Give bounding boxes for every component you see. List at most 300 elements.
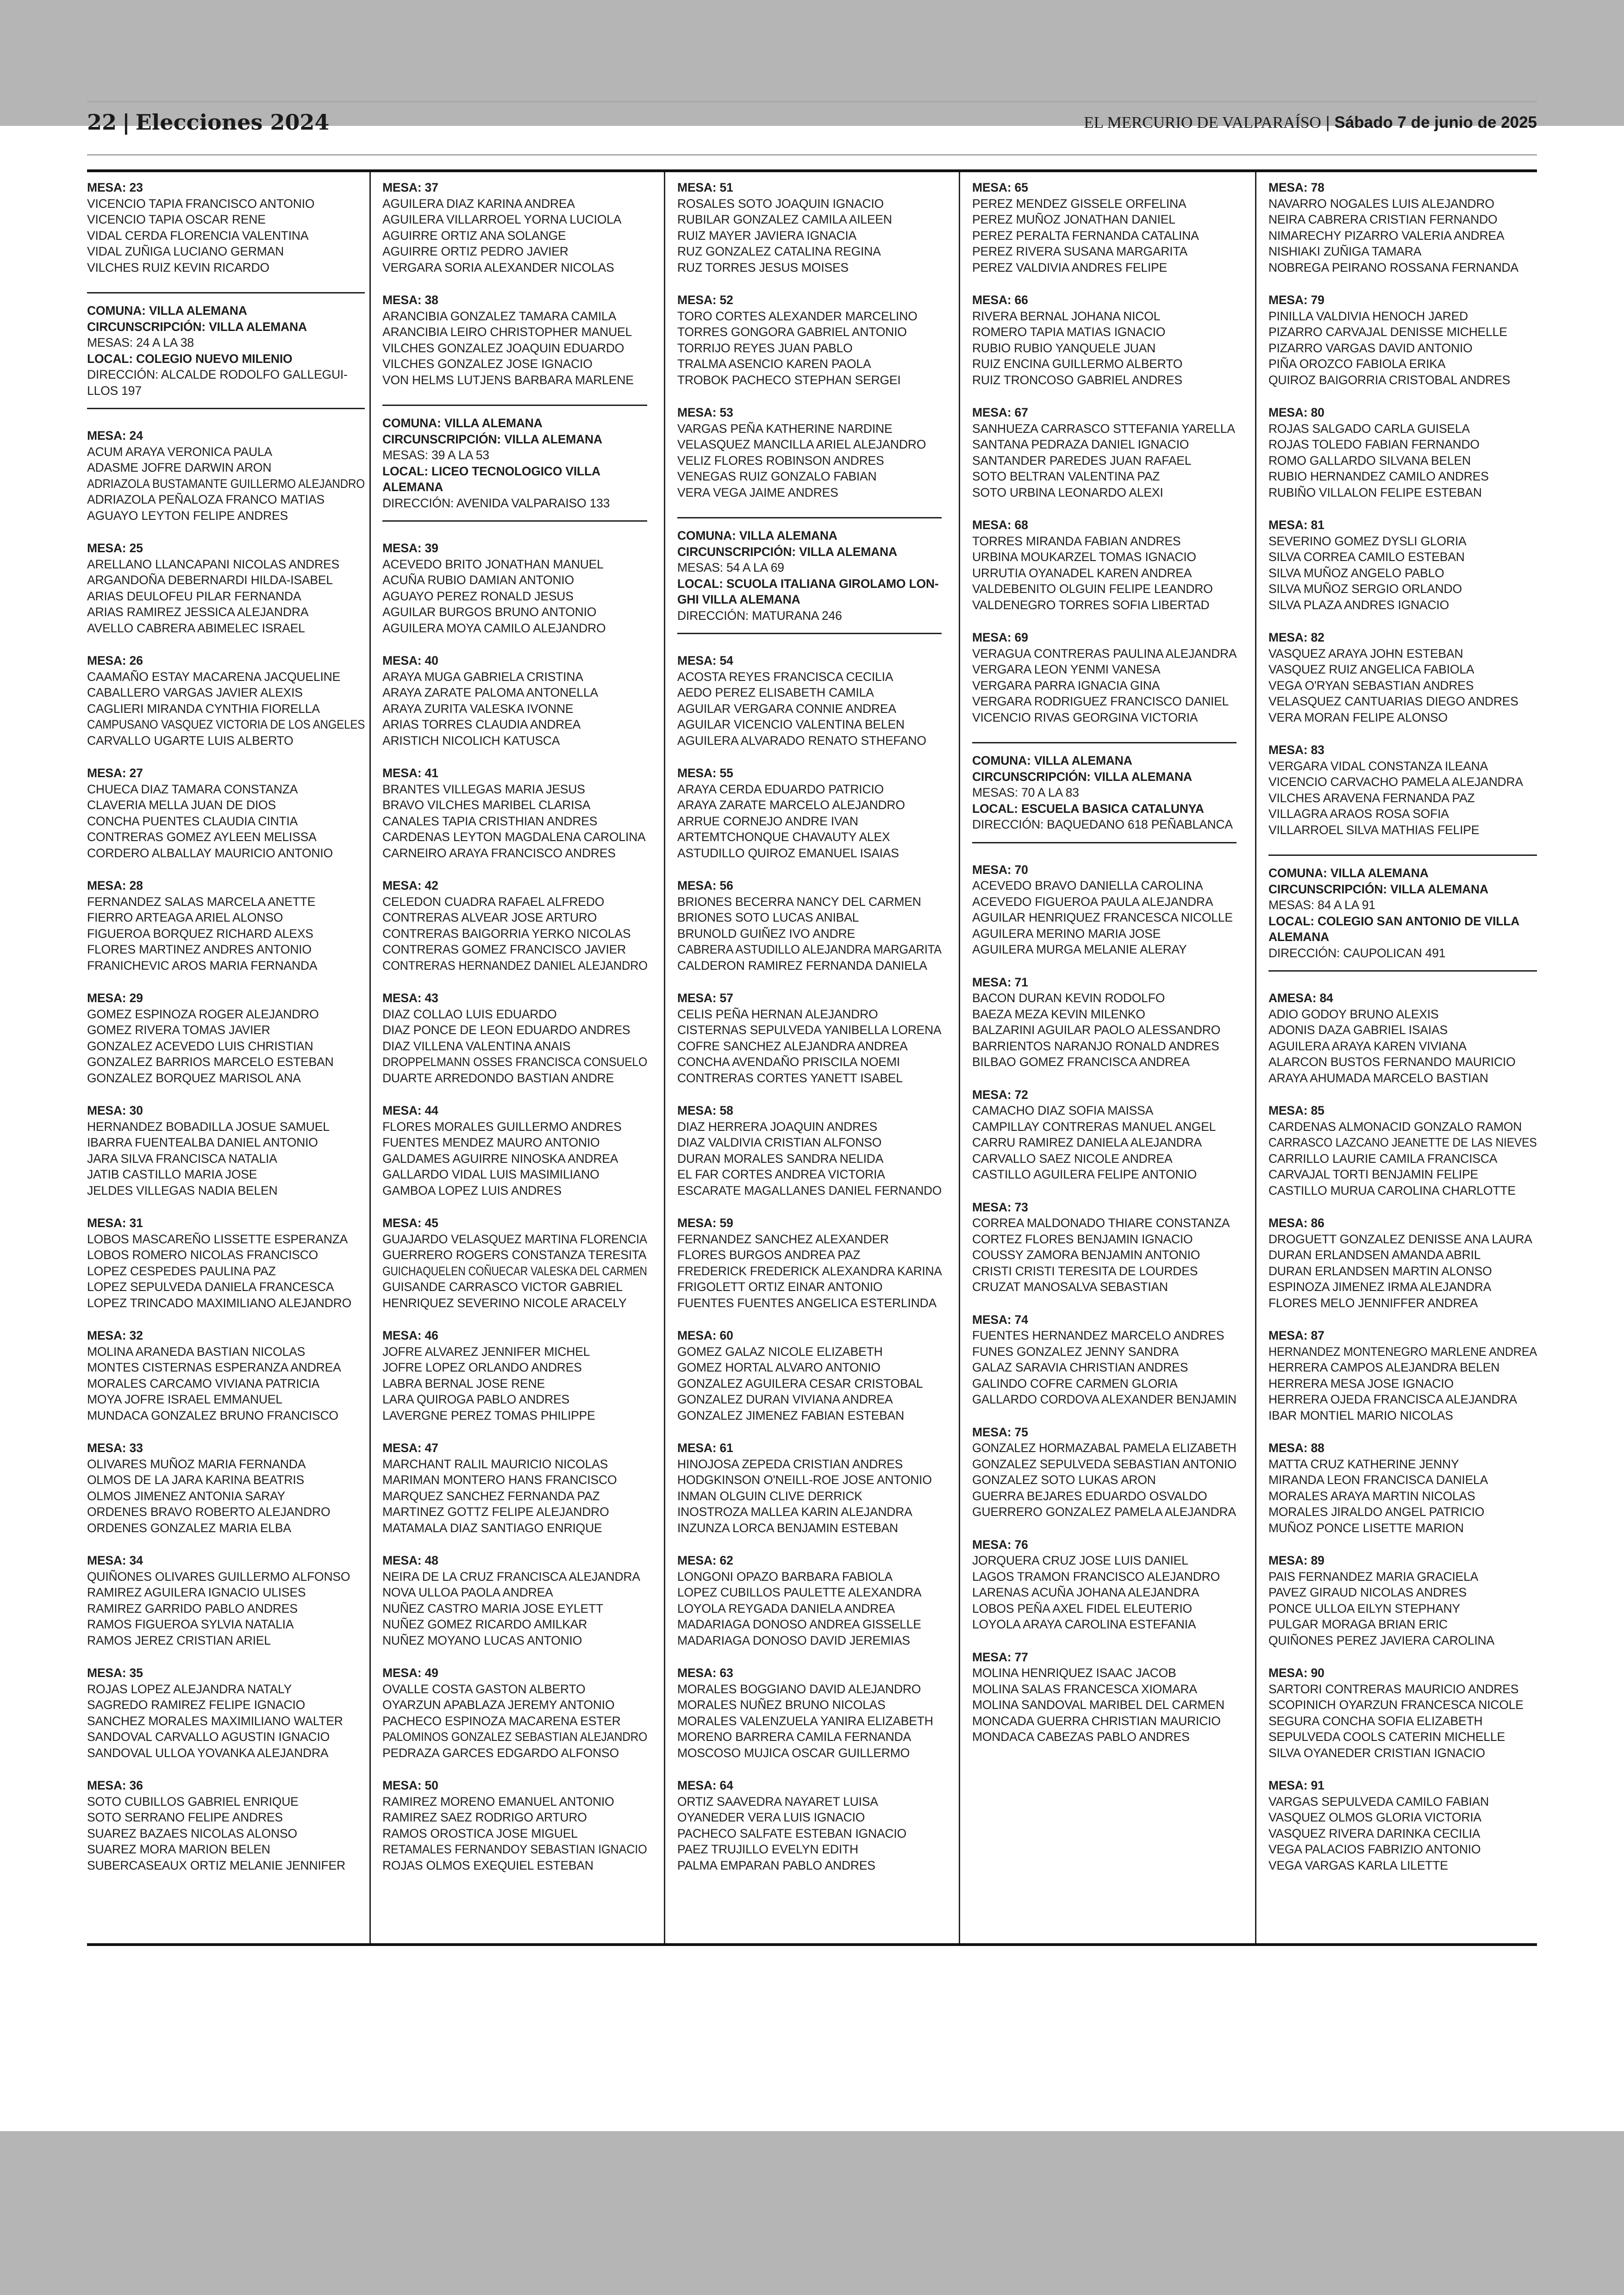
voter-name: AGUIRRE ORTIZ PEDRO JAVIER [382,244,568,258]
voter-name: HODGKINSON O'NEILL-ROE JOSE ANTONIO [677,1473,932,1487]
voter-name: AGUILERA MERINO MARIA JOSE [972,926,1161,941]
voter-name: LONGONI OPAZO BARBARA FABIOLA [677,1569,893,1584]
voter-name: CAMPILLAY CONTRERAS MANUEL ANGEL [972,1119,1216,1134]
voter-name: PIZARRO VARGAS DAVID ANTONIO [1268,341,1473,355]
voter-name: LOYOLA ARAYA CAROLINA ESTEFANIA [972,1617,1196,1631]
voter-name: VILCHES GONZALEZ JOAQUIN EDUARDO [382,341,625,355]
voter-name: CAAMAÑO ESTAY MACARENA JACQUELINE [87,669,341,684]
voter-name: CARVALLO UGARTE LUIS ALBERTO [87,733,294,748]
column-4 [959,172,1237,1943]
voter-name: HERNANDEZ BOBADILLA JOSUE SAMUEL [87,1119,330,1134]
voter-name: VON HELMS LUTJENS BARBARA MARLENE [382,373,634,387]
voter-name: VASQUEZ RIVERA DARINKA CECILIA [1268,1826,1480,1840]
page-header-left [87,110,329,135]
voter-name: RAMIREZ SAEZ RODRIGO ARTURO [382,1810,587,1824]
voter-name: ARANCIBIA GONZALEZ TAMARA CAMILA [382,309,617,323]
voter-name: ARELLANO LLANCAPANI NICOLAS ANDRES [87,557,339,571]
voter-name: VICENCIO TAPIA OSCAR RENE [87,212,266,226]
voter-name: RAMOS OROSTICA JOSE MIGUEL [382,1826,578,1840]
voter-name: ARAYA AHUMADA MARCELO BASTIAN [1268,1071,1488,1085]
voter-name: FLORES BURGOS ANDREA PAZ [677,1248,861,1262]
voter-name: BRAVO VILCHES MARIBEL CLARISA [382,798,591,812]
mesa-block [972,862,1237,958]
mesa-block [382,1777,647,1873]
direccion-text: DIRECCIÓN: ALCALDE RODOLFO GALLEGUI-LLOS 197 [87,368,348,398]
mesa-block [677,1665,942,1761]
polling-location-block [677,517,942,634]
mesa-heading: MESA: 73 [972,1200,1028,1214]
voter-name: INMAN OLGUIN CLIVE DERRICK [677,1489,862,1503]
voter-name: ARISTICH NICOLICH KATUSCA [382,733,560,748]
voter-name: VELASQUEZ CANTUARIAS DIEGO ANDRES [1268,694,1518,708]
voter-name: ORTIZ SAAVEDRA NAYARET LUISA [677,1794,878,1809]
voter-name: CONTRERAS HERNANDEZ DANIEL ALEJANDRO [382,958,648,973]
voter-name: MONTES CISTERNAS ESPERANZA ANDREA [87,1360,341,1374]
mesa-block [1268,742,1537,838]
voter-name: HERRERA CAMPOS ALEJANDRA BELEN [1268,1360,1500,1374]
voter-name: SILVA MUÑOZ SERGIO ORLANDO [1268,582,1462,596]
mesa-heading: MESA: 32 [87,1328,143,1342]
mesa-heading: MESA: 54 [677,654,733,667]
voter-name: CARDENAS LEYTON MAGDALENA CAROLINA [382,830,646,844]
voter-name: VIDAL ZUÑIGA LUCIANO GERMAN [87,244,284,258]
voter-name: FUENTES FUENTES ANGELICA ESTERLINDA [677,1296,937,1310]
voter-name: ARAYA MUGA GABRIELA CRISTINA [382,669,583,684]
voter-name: MUÑOZ PONCE LISETTE MARION [1268,1521,1464,1535]
mesa-block [972,405,1237,500]
voter-name: MORALES BOGGIANO DAVID ALEJANDRO [677,1682,921,1696]
mesa-block [87,1665,365,1761]
voter-name: INOSTROZA MALLEA KARIN ALEJANDRA [677,1505,912,1519]
mesa-block [972,1424,1237,1520]
mesa-block [1268,292,1537,388]
mesa-block [1268,630,1537,725]
mesa-heading: MESA: 29 [87,991,143,1005]
voter-name: CONCHA PUENTES CLAUDIA CINTIA [87,814,298,828]
voter-name: VELASQUEZ MANCILLA ARIEL ALEJANDRO [677,437,926,451]
mesa-block [677,1215,942,1311]
voter-name: OVALLE COSTA GASTON ALBERTO [382,1682,586,1696]
voter-name: URRUTIA OYANADEL KAREN ANDREA [972,566,1192,580]
voter-name: JATIB CASTILLO MARIA JOSE [87,1167,257,1181]
circunscripcion-label: CIRCUNSCRIPCIÓN: VILLA ALEMANA [677,544,897,559]
voter-name: AGUILERA ARAYA KAREN VIVIANA [1268,1039,1467,1053]
mesa-heading: MESA: 65 [972,181,1028,194]
column-2 [369,172,647,1943]
voter-name: GONZALEZ ACEVEDO LUIS CHRISTIAN [87,1039,313,1053]
voter-name: MOSCOSO MUJICA OSCAR GUILLERMO [677,1746,910,1760]
voter-name: AGUAYO LEYTON FELIPE ANDRES [87,508,288,523]
mesa-block [87,1328,365,1423]
circunscripcion-label: CIRCUNSCRIPCIÓN: VILLA ALEMANA [972,769,1192,784]
mesa-block [677,292,942,388]
voter-name: LAVERGNE PEREZ TOMAS PHILIPPE [382,1408,595,1422]
voter-name: FUENTES MENDEZ MAURO ANTONIO [382,1135,600,1149]
mesa-block [382,1215,647,1311]
mesa-block [1268,1103,1537,1198]
voter-name: CAMPUSANO VASQUEZ VICTORIA DE LOS ANGELES [87,717,365,731]
voter-name: BARRIENTOS NARANJO RONALD ANDRES [972,1039,1219,1053]
mesa-block [382,540,647,636]
mesa-block [1268,180,1537,275]
voter-name: FLORES MORALES GUILLERMO ANDRES [382,1119,622,1134]
voter-name: CORTEZ FLORES BENJAMIN IGNACIO [972,1232,1193,1246]
mesa-heading: MESA: 61 [677,1441,733,1455]
mesa-heading: MESA: 79 [1268,293,1324,307]
mesa-block [1268,990,1537,1086]
voter-name: FRIGOLETT ORTIZ EINAR ANTONIO [677,1280,883,1294]
voter-name: LOPEZ CUBILLOS PAULETTE ALEXANDRA [677,1585,922,1599]
voter-name: GALLARDO VIDAL LUIS MASIMILIANO [382,1167,600,1181]
voter-name: DIAZ PONCE DE LEON EDUARDO ANDRES [382,1023,631,1037]
local-name: LOCAL: COLEGIO SAN ANTONIO DE VILLA ALEMANA [1268,914,1519,944]
voter-name: LABRA BERNAL JOSE RENE [382,1376,545,1391]
voter-name: SOTO CUBILLOS GABRIEL ENRIQUE [87,1794,299,1809]
voter-name: RAMOS FIGUEROA SYLVIA NATALIA [87,1617,294,1631]
voter-name: DIAZ COLLAO LUIS EDUARDO [382,1007,557,1021]
mesa-block [677,1440,942,1536]
voter-name: OLMOS DE LA JARA KARINA BEATRIS [87,1473,304,1487]
local-name: LOCAL: SCUOLA ITALIANA GIROLAMO LON-GHI VILLA ALEMANA [677,576,939,606]
mesa-block [382,765,647,861]
mesa-heading: MESA: 26 [87,654,143,667]
voter-name: QUIÑONES PEREZ JAVIERA CAROLINA [1268,1633,1495,1647]
mesa-block [1268,517,1537,613]
comuna-label: COMUNA: VILLA ALEMANA [382,416,543,430]
mesa-block [87,653,365,748]
page-header-right [1084,113,1537,132]
voter-name: GONZALEZ HORMAZABAL PAMELA ELIZABETH [972,1441,1237,1455]
voter-name: PULGAR MORAGA BRIAN ERIC [1268,1617,1448,1631]
circunscripcion-label: CIRCUNSCRIPCIÓN: VILLA ALEMANA [87,319,307,334]
voter-name: PACHECO SALFATE ESTEBAN IGNACIO [677,1826,906,1840]
voter-name: VERA MORAN FELIPE ALONSO [1268,710,1448,724]
mesa-heading: MESA: 85 [1268,1104,1324,1117]
voter-name: HERRERA OJEDA FRANCISCA ALEJANDRA [1268,1392,1517,1406]
header-separator: | [122,110,130,135]
voter-name: GALLARDO CORDOVA ALEXANDER BENJAMIN [972,1392,1237,1406]
mesa-heading: MESA: 38 [382,293,438,307]
voter-name: CABALLERO VARGAS JAVIER ALEXIS [87,686,303,699]
voter-name: URBINA MOUKARZEL TOMAS IGNACIO [972,550,1196,564]
voter-name: HINOJOSA ZEPEDA CRISTIAN ANDRES [677,1457,903,1471]
voter-name: FLORES MARTINEZ ANDRES ANTONIO [87,942,312,956]
voter-name: SUAREZ MORA MARION BELEN [87,1842,270,1856]
voter-name: OLIVARES MUÑOZ MARIA FERNANDA [87,1457,306,1471]
voter-name: IBARRA FUENTEALBA DANIEL ANTONIO [87,1135,318,1149]
voter-name: CLAVERIA MELLA JUAN DE DIOS [87,798,276,812]
mesa-block [87,1553,365,1648]
newspaper-name: EL MERCURIO DE VALPARAÍSO [1084,113,1321,131]
voter-name: SOTO URBINA LEONARDO ALEXI [972,485,1163,499]
voter-name: CARRASCO LAZCANO JEANETTE DE LAS NIEVES [1268,1135,1537,1149]
mesa-block [382,1103,647,1198]
voter-name: CONTRERAS GOMEZ FRANCISCO JAVIER [382,942,626,956]
voter-name: RUIZ ENCINA GUILLERMO ALBERTO [972,357,1183,371]
voter-name: ACOSTA REYES FRANCISCA CECILIA [677,669,893,684]
voter-name: SANHUEZA CARRASCO STTEFANIA YARELLA [972,421,1235,436]
voter-name: ESPINOZA JIMENEZ IRMA ALEJANDRA [1268,1280,1492,1294]
voter-name: SUAREZ BAZAES NICOLAS ALONSO [87,1826,297,1840]
voter-name: OLMOS JIMENEZ ANTONIA SARAY [87,1489,286,1503]
mesa-block [677,990,942,1086]
voter-name: MOLINA ARANEDA BASTIAN NICOLAS [87,1344,306,1359]
direccion-text: DIRECCIÓN: BAQUEDANO 618 PEÑABLANCA [972,817,1233,831]
voter-name: RIVERA BERNAL JOHANA NICOL [972,309,1161,323]
mesa-block [87,428,365,524]
voter-name: PEREZ MENDEZ GISSELE ORFELINA [972,196,1187,211]
voter-name: AEDO PEREZ ELISABETH CAMILA [677,686,874,699]
mesa-block [87,1777,365,1873]
voter-name: MARQUEZ SANCHEZ FERNANDA PAZ [382,1489,600,1503]
voter-name: SOTO BELTRAN VALENTINA PAZ [972,469,1160,483]
voter-name: VIDAL CERDA FLORENCIA VALENTINA [87,228,309,243]
voter-name: FLORES MELO JENNIFFER ANDREA [1268,1296,1478,1310]
voter-name: RUIZ MAYER JAVIERA IGNACIA [677,228,856,243]
voter-name: CISTERNAS SEPULVEDA YANIBELLA LORENA [677,1023,942,1037]
mesa-block [972,517,1237,613]
voter-name: LAGOS TRAMON FRANCISCO ALEJANDRO [972,1569,1220,1584]
voter-name: JARA SILVA FRANCISCA NATALIA [87,1151,277,1166]
voter-name: ASTUDILLO QUIROZ EMANUEL ISAIAS [677,846,899,860]
voter-name: DURAN MORALES SANDRA NELIDA [677,1151,884,1166]
voter-name: BRIONES SOTO LUCAS ANIBAL [677,911,859,924]
mesa-heading: MESA: 72 [972,1087,1028,1102]
voter-name: DIAZ VILLENA VALENTINA ANAIS [382,1039,571,1053]
voter-name: FIGUEROA BORQUEZ RICHARD ALEXS [87,926,313,941]
mesas-range: MESAS: 54 A LA 69 [677,561,784,574]
voter-name: GONZALEZ SEPULVEDA SEBASTIAN ANTONIO [972,1457,1237,1471]
voter-name: MONDACA CABEZAS PABLO ANDRES [972,1730,1190,1744]
mesa-heading: MESA: 43 [382,991,438,1005]
voter-name: NUÑEZ MOYANO LUCAS ANTONIO [382,1633,582,1647]
voter-name: MOLINA SALAS FRANCESCA XIOMARA [972,1682,1197,1696]
voter-name: VICENCIO RIVAS GEORGINA VICTORIA [972,710,1198,724]
mesa-block [677,765,942,861]
voter-name: GOMEZ HORTAL ALVARO ANTONIO [677,1360,881,1374]
voter-name: AGUILERA ALVARADO RENATO STHEFANO [677,733,926,748]
voter-name: SANDOVAL CARVALLO AGUSTIN IGNACIO [87,1730,330,1744]
voter-name: ORDENES BRAVO ROBERTO ALEJANDRO [87,1505,331,1519]
mesa-heading: MESA: 67 [972,405,1028,419]
voter-name: SILVA PLAZA ANDRES IGNACIO [1268,598,1449,612]
mesa-heading: MESA: 74 [972,1312,1028,1327]
voter-name: FREDERICK FREDERICK ALEXANDRA KARINA [677,1264,942,1278]
voter-name: VILCHES GONZALEZ JOSE IGNACIO [382,357,593,371]
voter-name: MORALES CARCAMO VIVIANA PATRICIA [87,1376,320,1391]
comuna-label: COMUNA: VILLA ALEMANA [677,529,837,543]
mesa-heading: MESA: 56 [677,879,733,892]
voter-name: GAMBOA LOPEZ LUIS ANDRES [382,1183,562,1197]
voter-name: BRANTES VILLEGAS MARIA JESUS [382,782,585,796]
mesa-block [87,1215,365,1311]
voter-name: ARIAS RAMIREZ JESSICA ALEJANDRA [87,605,309,619]
voter-name: CHUECA DIAZ TAMARA CONSTANZA [87,782,298,796]
page-number: 22 [87,110,117,135]
direccion-text: DIRECCIÓN: AVENIDA VALPARAISO 133 [382,496,610,510]
mesa-block [87,878,365,973]
voter-name: JOFRE ALVAREZ JENNIFER MICHEL [382,1344,590,1359]
voter-name: MORALES JIRALDO ANGEL PATRICIO [1268,1505,1485,1519]
voter-name: VASQUEZ OLMOS GLORIA VICTORIA [1268,1810,1482,1824]
voter-name: VERA VEGA JAIME ANDRES [677,485,838,499]
voter-name: CASTILLO MURUA CAROLINA CHARLOTTE [1268,1183,1516,1197]
voter-name: VERGARA RODRIGUEZ FRANCISCO DANIEL [972,694,1229,708]
voter-name: VEGA VARGAS KARLA LILETTE [1268,1858,1448,1872]
direccion-text: DIRECCIÓN: MATURANA 246 [677,608,842,623]
voter-name: DROGUETT GONZALEZ DENISSE ANA LAURA [1268,1232,1532,1246]
voter-name: ADRIAZOLA BUSTAMANTE GUILLERMO ALEJANDRO [87,476,365,491]
voter-name: ALARCON BUSTOS FERNANDO MAURICIO [1268,1055,1516,1069]
voter-name: CALDERON RAMIREZ FERNANDA DANIELA [677,958,927,973]
comuna-label: COMUNA: VILLA ALEMANA [972,754,1132,767]
voter-name: PAEZ TRUJILLO EVELYN EDITH [677,1842,858,1856]
voter-name: BILBAO GOMEZ FRANCISCA ANDREA [972,1055,1190,1069]
mesa-heading: MESA: 31 [87,1216,143,1230]
voter-name: ROSALES SOTO JOAQUIN IGNACIO [677,196,884,211]
mesa-heading: MESA: 59 [677,1216,733,1230]
voter-name: SILVA CORREA CAMILO ESTEBAN [1268,550,1465,564]
local-name: LOCAL: COLEGIO NUEVO MILENIO [87,351,293,366]
voter-name: JELDES VILLEGAS NADIA BELEN [87,1183,278,1197]
voter-name: SANTANDER PAREDES JUAN RAFAEL [972,453,1192,468]
mesa-block [972,1312,1237,1408]
mesa-heading: MESA: 40 [382,654,438,667]
voter-name: BRIONES BECERRA NANCY DEL CARMEN [677,894,921,909]
voter-name: AGUILAR VERGARA CONNIE ANDREA [677,701,896,716]
polling-location-block [1268,854,1537,972]
mesa-block [972,1649,1237,1745]
mesa-block [87,990,365,1086]
voter-name: MIRANDA LEON FRANCISCA DANIELA [1268,1473,1488,1487]
mesa-heading: MESA: 64 [677,1778,733,1792]
voter-name: BALZARINI AGUILAR PAOLO ALESSANDRO [972,1023,1221,1037]
voter-name: LARA QUIROGA PABLO ANDRES [382,1392,569,1406]
voter-name: CANALES TAPIA CRISTHIAN ANDRES [382,814,598,828]
mesa-block [382,1665,647,1761]
voter-name: ROJAS OLMOS EXEQUIEL ESTEBAN [382,1858,593,1872]
mesa-heading: MESA: 75 [972,1425,1028,1439]
voter-name: SANDOVAL ULLOA YOVANKA ALEJANDRA [87,1746,329,1760]
voter-name: ARRUE CORNEJO ANDRE IVAN [677,814,858,828]
mesa-block [972,1087,1237,1183]
voter-name: GONZALEZ AGUILERA CESAR CRISTOBAL [677,1376,923,1391]
voter-name: GUICHAQUELEN COÑUECAR VALESKA DEL CARMEN [382,1264,647,1278]
voter-name: ARIAS TORRES CLAUDIA ANDREA [382,717,581,731]
voter-name: MUNDACA GONZALEZ BRUNO FRANCISCO [87,1408,338,1422]
voter-name: ADONIS DAZA GABRIEL ISAIAS [1268,1023,1448,1037]
voter-name: GONZALEZ SOTO LUKAS ARON [972,1473,1156,1487]
mesa-block [382,1440,647,1536]
voter-name: VEGA PALACIOS FABRIZIO ANTONIO [1268,1842,1481,1856]
voter-name: GUAJARDO VELASQUEZ MARTINA FLORENCIA [382,1232,647,1246]
mesa-heading: MESA: 28 [87,879,143,892]
voter-name: GUERRERO GONZALEZ PAMELA ALEJANDRA [972,1505,1236,1519]
voter-name: SILVA MUÑOZ ANGELO PABLO [1268,566,1444,580]
mesa-block [1268,1553,1537,1648]
polling-location-block [972,742,1237,843]
voter-name: PINILLA VALDIVIA HENOCH JARED [1268,309,1468,323]
voter-name: AVELLO CABRERA ABIMELEC ISRAEL [87,621,305,635]
voter-name: LOBOS MASCAREÑO LISSETTE ESPERANZA [87,1232,348,1246]
voter-name: MARCHANT RALIL MAURICIO NICOLAS [382,1457,608,1471]
voter-name: NEIRA DE LA CRUZ FRANCISCA ALEJANDRA [382,1569,640,1584]
mesa-block [1268,1440,1537,1536]
voter-name: VERGARA PARRA IGNACIA GINA [972,678,1160,692]
voter-name: PEREZ MUÑOZ JONATHAN DANIEL [972,212,1175,226]
mesa-block [677,405,942,500]
voter-name: HERNANDEZ MONTENEGRO MARLENE ANDREA [1268,1344,1537,1359]
voter-name: CONCHA AVENDAÑO PRISCILA NOEMI [677,1055,900,1069]
voter-name: RAMIREZ AGUILERA IGNACIO ULISES [87,1585,306,1599]
voter-name: PEREZ PERALTA FERNANDA CATALINA [972,228,1199,243]
mesa-heading: MESA: 27 [87,766,143,780]
voter-name: SANCHEZ MORALES MAXIMILIANO WALTER [87,1714,343,1728]
voter-name: ACUÑA RUBIO DAMIAN ANTONIO [382,573,574,587]
voter-name: GOMEZ ESPINOZA ROGER ALEJANDRO [87,1007,319,1021]
voter-name: SANTANA PEDRAZA DANIEL IGNACIO [972,437,1189,451]
voter-name: BACON DURAN KEVIN RODOLFO [972,991,1165,1005]
mesa-heading: MESA: 53 [677,405,733,419]
voter-name: GOMEZ RIVERA TOMAS JAVIER [87,1023,270,1037]
voter-name: ARGANDOÑA DEBERNARDI HILDA-ISABEL [87,573,333,587]
voter-name: MADARIAGA DONOSO ANDREA GISSELLE [677,1617,921,1631]
mesa-heading: MESA: 76 [972,1537,1028,1552]
voter-name: PIZARRO CARVAJAL DENISSE MICHELLE [1268,325,1507,339]
voter-name: MOLINA SANDOVAL MARIBEL DEL CARMEN [972,1698,1224,1712]
voter-name: VILCHES RUIZ KEVIN RICARDO [87,260,269,274]
voter-name: ROJAS SALGADO CARLA GUISELA [1268,421,1470,436]
voter-name: RAMIREZ GARRIDO PABLO ANDRES [87,1601,298,1615]
mesas-range: MESAS: 24 A LA 38 [87,336,194,349]
voter-name: CARRU RAMIREZ DANIELA ALEJANDRA [972,1135,1202,1149]
mesa-heading: AMESA: 84 [1268,991,1333,1005]
circunscripcion-label: CIRCUNSCRIPCIÓN: VILLA ALEMANA [1268,882,1488,896]
mesa-block [382,1553,647,1648]
voter-name: VILLAGRA ARAOS ROSA SOFIA [1268,807,1449,821]
voter-name: SARTORI CONTRERAS MAURICIO ANDRES [1268,1682,1519,1696]
voter-name: VASQUEZ RUIZ ANGELICA FABIOLA [1268,662,1474,676]
voter-name: MONCADA GUERRA CHRISTIAN MAURICIO [972,1714,1221,1728]
mesa-heading: MESA: 35 [87,1666,143,1680]
voter-name: ADRIAZOLA PEÑALOZA FRANCO MATIAS [87,493,325,506]
voter-name: NUÑEZ CASTRO MARIA JOSE EYLETT [382,1601,603,1615]
voter-name: LOPEZ CESPEDES PAULINA PAZ [87,1264,276,1278]
voter-name: MADARIAGA DONOSO DAVID JEREMIAS [677,1633,910,1647]
mesa-heading: MESA: 66 [972,293,1028,307]
voter-name: PALOMINOS GONZALEZ SEBASTIAN ALEJANDRO [382,1730,648,1744]
voter-name: CAGLIERI MIRANDA CYNTHIA FIORELLA [87,701,320,716]
mesas-range: MESAS: 84 A LA 91 [1268,898,1375,912]
voter-name: AGUILERA MURGA MELANIE ALERAY [972,942,1187,956]
local-name: LOCAL: ESCUELA BASICA CATALUNYA [972,801,1204,816]
voter-name: JORQUERA CRUZ JOSE LUIS DANIEL [972,1553,1188,1567]
voter-name: CONTRERAS GOMEZ AYLEEN MELISSA [87,830,317,844]
voter-name: DIAZ VALDIVIA CRISTIAN ALFONSO [677,1135,882,1149]
mesa-block [382,878,647,973]
mesa-heading: MESA: 41 [382,766,438,780]
voter-name: CASTILLO AGUILERA FELIPE ANTONIO [972,1167,1197,1181]
voter-name: RUBIÑO VILLALON FELIPE ESTEBAN [1268,485,1482,499]
voter-name: AGUILAR VICENCIO VALENTINA BELEN [677,717,905,731]
voter-name: MORALES NUÑEZ BRUNO NICOLAS [677,1698,886,1712]
voter-name: GALINDO COFRE CARMEN GLORIA [972,1376,1178,1391]
voter-name: LOBOS PEÑA AXEL FIDEL ELEUTERIO [972,1601,1192,1615]
voter-name: CELEDON CUADRA RAFAEL ALFREDO [382,894,605,909]
voter-name: GONZALEZ BARRIOS MARCELO ESTEBAN [87,1055,334,1069]
voter-name: ROMO GALLARDO SILVANA BELEN [1268,453,1471,468]
mesa-block [382,990,647,1086]
